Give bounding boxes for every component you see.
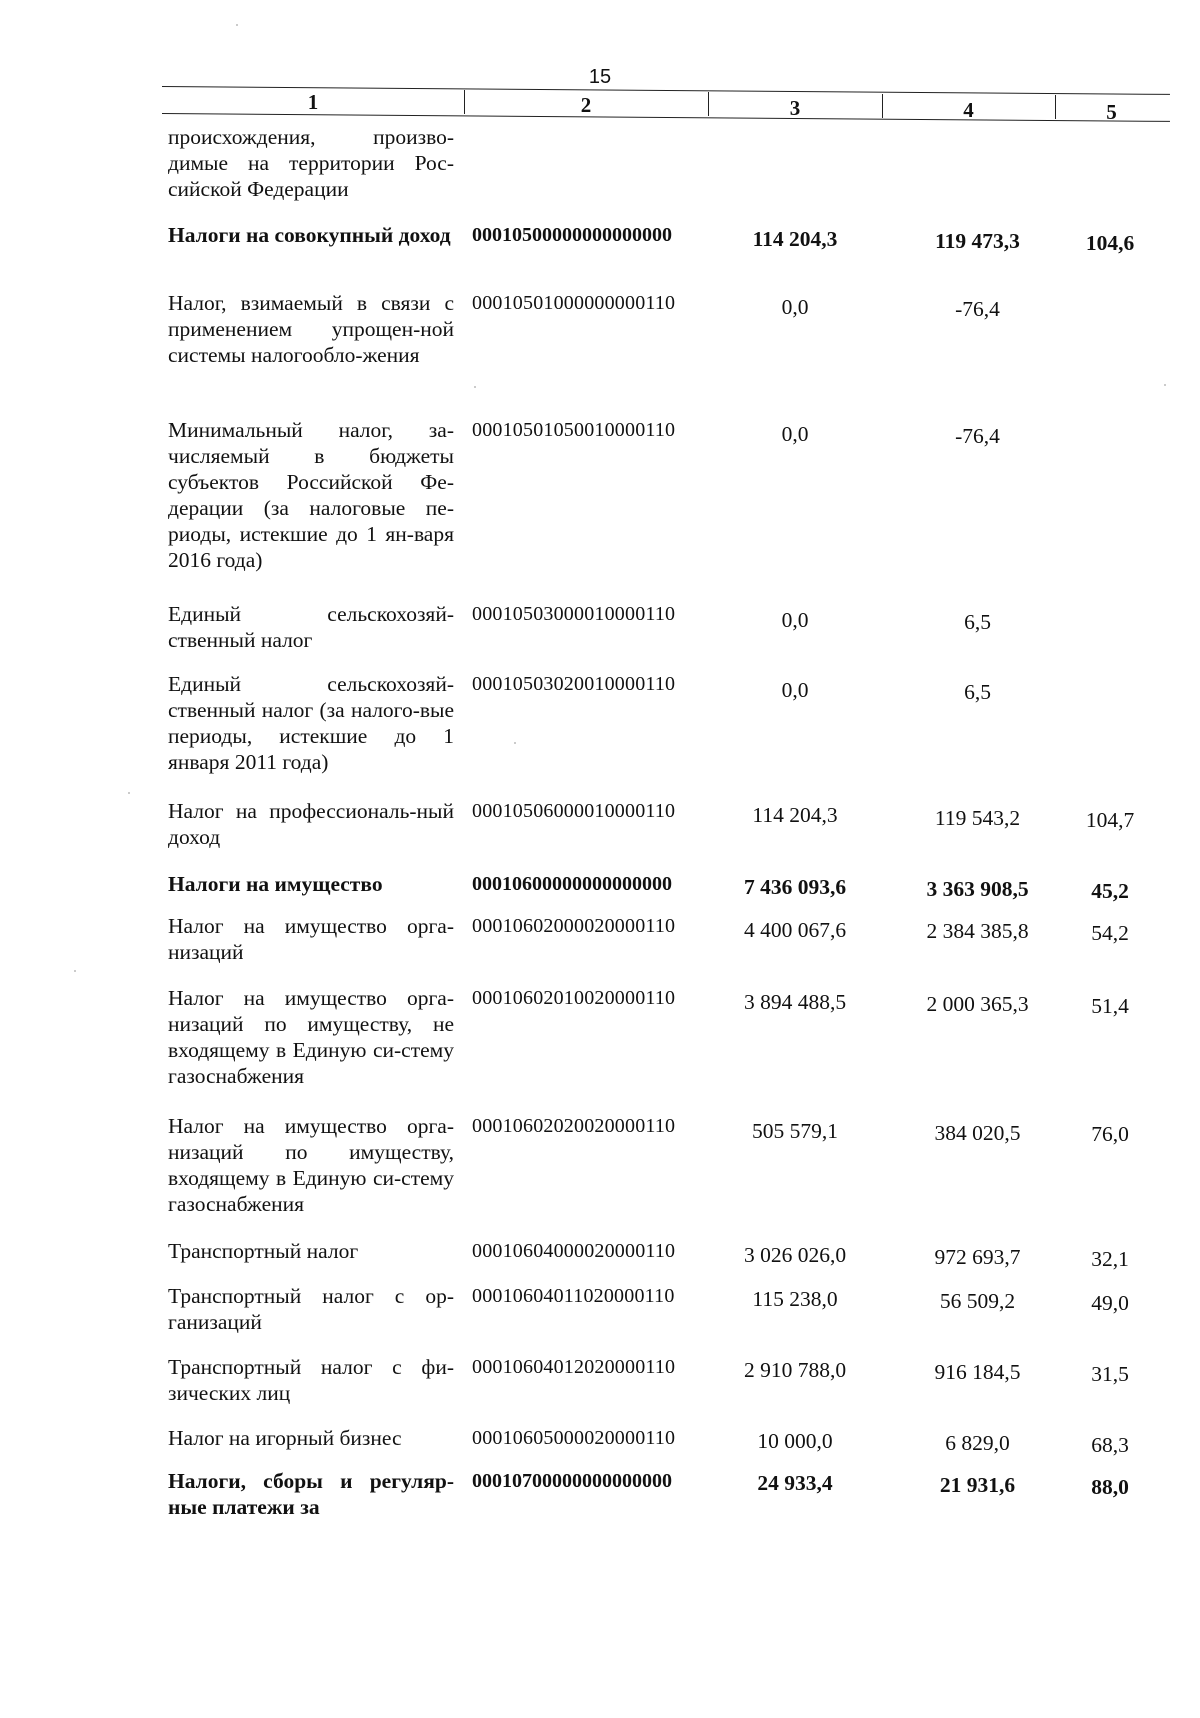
row-value-4: 6 829,0 [945,1431,1010,1455]
row-name: происхождения, произво-димые на территории Рос-сийской Федерации [168,125,454,201]
row-value-4: 21 931,6 [939,1473,1016,1497]
row-code: 00010500000000000000 [472,224,672,246]
row-code: 00010602020020000110 [472,1115,676,1137]
row-code: 00010604012020000110 [472,1356,676,1378]
row-value-3: 3 894 488,5 [743,990,847,1014]
scan-speck [236,24,238,26]
row-value-3: 114 204,3 [752,227,838,251]
row-value-4: 119 543,2 [934,806,1021,830]
row-name: Налог на игорный бизнес [168,1426,402,1450]
row-code: 00010501000000000110 [472,292,676,314]
row-value-4: -76,4 [955,424,1000,448]
row-code: 00010602000020000110 [472,915,676,937]
row-name: Налоги, сборы и регуляр-ные платежи за [168,1469,454,1519]
row-value-3: 7 436 093,6 [743,875,847,899]
row-value-4: 6,5 [964,680,991,704]
row-value-4: 916 184,5 [934,1360,1021,1384]
row-code: 00010600000000000000 [472,873,672,895]
row-name: Налог на имущество орга-низаций по имуществу, входящему в Единую си-стему газоснабжения [168,1114,454,1216]
row-code: 00010506000010000110 [472,800,676,822]
row-name: Налог на имущество орга-низаций по имуществу, не входящему в Единую си-стему газоснабжения [168,986,454,1088]
scan-speck [514,742,516,744]
row-name: Налоги на совокупный доход [168,223,451,247]
row-value-5: 54,2 [1091,921,1129,945]
row-value-5: 76,0 [1091,1122,1129,1146]
row-code: 00010604011020000110 [472,1285,675,1307]
row-value-3: 505 579,1 [752,1119,838,1143]
row-value-4: -76,4 [955,297,1000,321]
row-code: 00010700000000000000 [472,1470,672,1492]
row-name: Транспортный налог [168,1239,359,1263]
row-value-4: 2 384 385,8 [926,919,1029,943]
row-value-5: 45,2 [1091,879,1129,903]
row-name: Транспортный налог с ор-ганизаций [168,1284,454,1334]
scan-speck [128,792,130,794]
row-value-5: 104,7 [1085,808,1135,832]
row-code: 00010501050010000110 [472,419,676,441]
row-code: 00010605000020000110 [472,1427,676,1449]
row-value-4: 2 000 365,3 [926,992,1029,1016]
row-code: 00010503020010000110 [472,673,676,695]
row-name: Налог на имущество орга-низаций [168,914,454,964]
scan-speck [1164,384,1166,386]
row-value-3: 115 238,0 [752,1287,838,1311]
row-value-4: 6,5 [964,610,991,634]
row-value-3: 0,0 [781,678,809,702]
row-value-4: 3 363 908,5 [926,877,1029,901]
row-value-5: 51,4 [1091,994,1129,1018]
row-value-5: 68,3 [1091,1433,1129,1457]
row-name: Единый сельскохозяй-ственный налог [168,602,454,652]
row-value-3: 0,0 [781,608,809,632]
row-value-3: 10 000,0 [757,1429,833,1453]
row-name: Единый сельскохозяй-ственный налог (за налого-вые периоды, истекшие до 1 января 2011 года) [168,672,454,774]
row-value-5: 32,1 [1091,1247,1129,1271]
row-name: Налоги на имущество [168,872,383,896]
row-value-3: 0,0 [781,422,809,446]
row-value-3: 3 026 026,0 [743,1243,847,1267]
row-code: 00010604000020000110 [472,1240,676,1262]
row-value-3: 2 910 788,0 [743,1358,847,1382]
row-value-4: 972 693,7 [934,1245,1021,1269]
row-name: Налог, взимаемый в связи с применением упрощен-ной системы налогообло-жения [168,291,454,367]
row-name: Налог на профессиональ-ный доход [168,799,454,849]
page-number: 15 [588,66,612,88]
row-name: Транспортный налог с фи-зических лиц [168,1355,454,1405]
scan-speck [474,386,476,388]
row-value-5: 88,0 [1091,1475,1129,1499]
row-value-5: 31,5 [1091,1362,1129,1386]
row-value-3: 114 204,3 [752,803,838,827]
row-value-4: 119 473,3 [935,229,1020,253]
row-name: Минимальный налог, за-числяемый в бюджеты субъектов Российской Фе-дерации (за налоговые пе-риоды, истекшие до 1 ян-варя 2016 года) [168,418,454,572]
header-col-5: 5 [1106,100,1117,124]
row-value-5: 104,6 [1085,231,1135,255]
row-value-5: 49,0 [1091,1291,1129,1315]
row-value-3: 24 933,4 [757,1471,833,1495]
row-value-4: 384 020,5 [934,1121,1021,1145]
header-col-3: 3 [789,96,801,120]
row-value-3: 4 400 067,6 [743,918,847,942]
row-code: 00010503000010000110 [472,603,676,625]
scan-speck [74,970,76,972]
row-code: 00010602010020000110 [472,987,676,1009]
row-value-3: 0,0 [781,295,809,319]
row-value-4: 56 509,2 [939,1289,1016,1313]
header-col-1: 1 [307,90,319,114]
header-col-4: 4 [963,98,974,122]
header-col-2: 2 [580,93,592,117]
